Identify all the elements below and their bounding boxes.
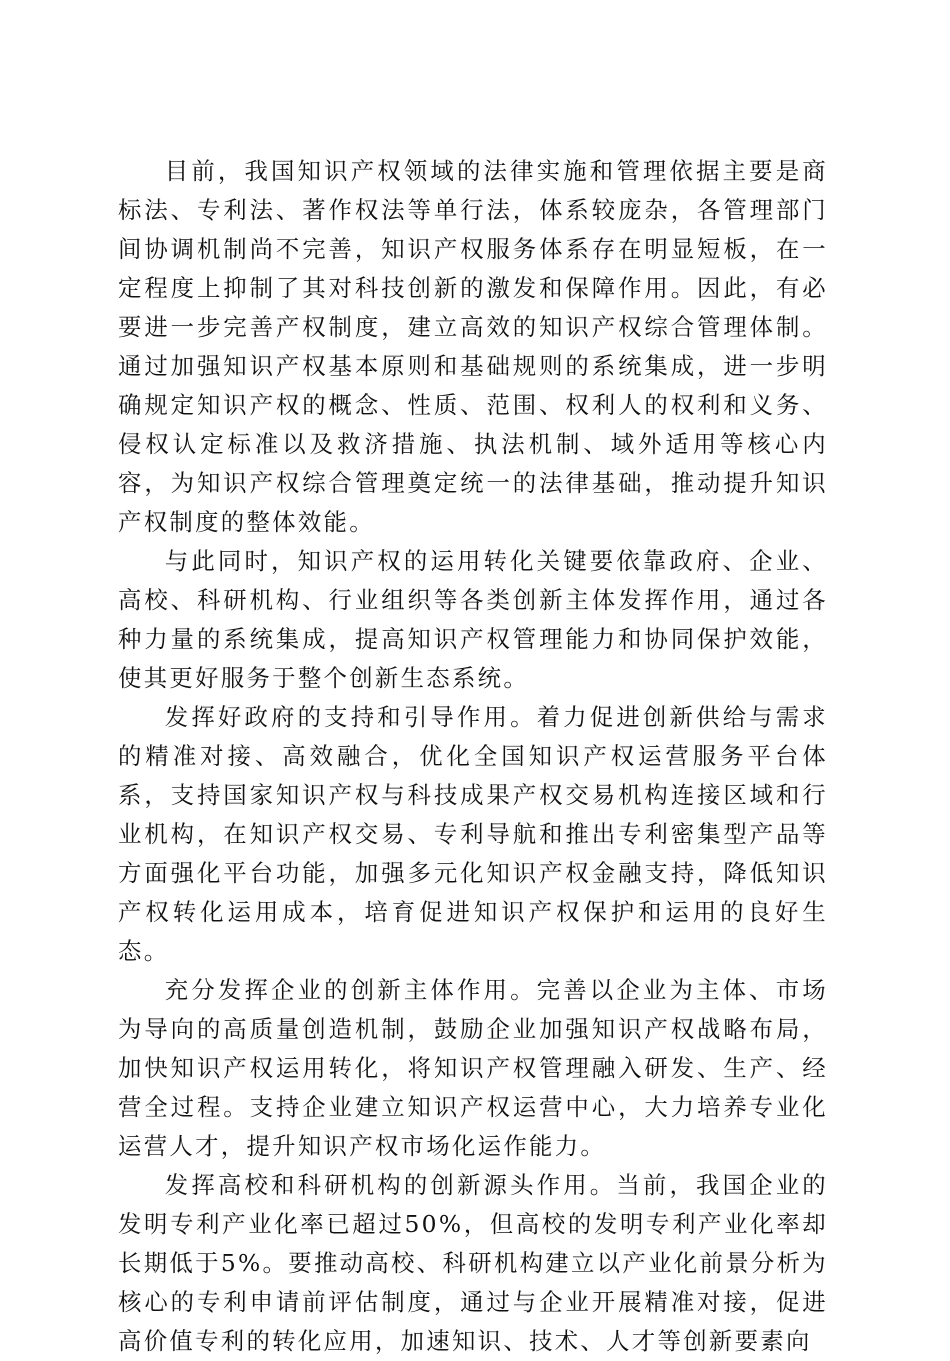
paragraph-3: 发挥好政府的支持和引导作用。着力促进创新供给与需求的精准对接、高效融合，优化全国知识产权运营服务平台体系，支持国家知识产权与科技成果产权交易机构连接区域和行业机构，在知识产权交易、专利导航和推出专利密集型产品等方面强化平台功能，加强多元化知识产权金融支持，降低知识产权转化运用成本，培育促进知识产权保护和运用的良好生态。 <box>118 703 828 965</box>
paragraph-2: 与此同时，知识产权的运用转化关键要依靠政府、企业、高校、科研机构、行业组织等各类创新主体发挥作用，通过各种力量的系统集成，提高知识产权管理能力和协同保护效能，使其更好服务于整个创新生态系统。 <box>118 547 828 692</box>
paragraph-1: 目前，我国知识产权领域的法律实施和管理依据主要是商标法、专利法、著作权法等单行法，体系较庞杂，各管理部门间协调机制尚不完善，知识产权服务体系存在明显短板，在一定程度上抑制了其对科技创新的激发和保障作用。因此，有必要进一步完善产权制度，建立高效的知识产权综合管理体制。通过加强知识产权基本原则和基础规则的系统集成，进一步明确规定知识产权的概念、性质、范围、权利人的权利和义务、侵权认定标准以及救济措施、执法机制、域外适用等核心内容，为知识产权综合管理奠定统一的法律基础，推动提升知识产权制度的整体效能。 <box>118 157 828 536</box>
document-page <box>118 152 828 1361</box>
paragraph-4: 充分发挥企业的创新主体作用。完善以企业为主体、市场为导向的高质量创造机制，鼓励企业加强知识产权战略布局，加快知识产权运用转化，将知识产权管理融入研发、生产、经营全过程。支持企业建立知识产权运营中心，大力培养专业化运营人才，提升知识产权市场化运作能力。 <box>118 976 828 1160</box>
paragraph-5: 发挥高校和科研机构的创新源头作用。当前，我国企业的发明专利产业化率已超过50%，但高校的发明专利产业化率却长期低于5%。要推动高校、科研机构建立以产业化前景分析为核心的专利申请前评估制度，通过与企业开展精准对接，促进高价值专利的转化应用，加速知识、技术、人才等创新要素向 <box>118 1171 828 1355</box>
